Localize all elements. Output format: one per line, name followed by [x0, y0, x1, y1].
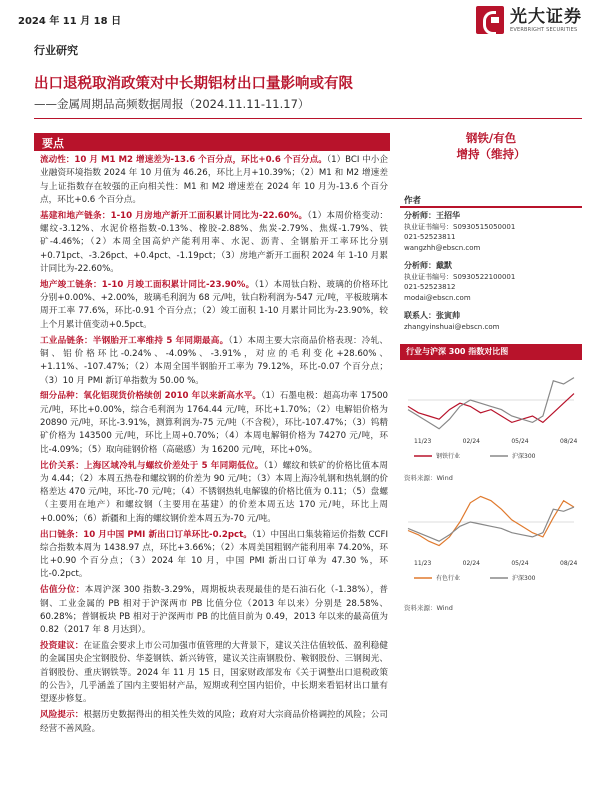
key-point-4	[40, 390, 388, 456]
x-tick-label: 02/24	[462, 438, 480, 445]
chart-source-2: 资料来源：Wind	[404, 604, 453, 612]
key-point-text: （1）本周主要大宗商品价格表现：冷轧、铜、铝价格环比-0.24%、-4.09%、-3.91%，对应的毛利变化+28.60%、+1.11%、-107.47%；（2）本周全国半钢胎开工率为 79.12%，环比-0.07 个百分点；（3）10 月 PMI 新订单指数为 50.00 %。	[40, 335, 388, 386]
author-email[interactable]: wangzhh@ebscn.com	[404, 243, 481, 252]
key-point-text: 本周沪深 300 指数-3.29%，周期板块表现最佳的是石油石化（-1.38%），普钢、工业金属的 PB 相对于沪深两市 PB 比值分位（2013 年以来）分别是 28.58%、60.28%；普钢板块 PB 相对于沪深两市 PB 的比值目前为 0.49，2013 年以来的最高值为 0.82（2017 年 8 月达到）。	[40, 585, 388, 636]
contact-email[interactable]: zhangyinshuai@ebscn.com	[404, 322, 500, 331]
author-entry	[404, 211, 582, 253]
key-point-heading: 风险提示：	[40, 710, 84, 721]
authors-header: 作者	[400, 194, 582, 208]
key-point-8	[40, 640, 388, 706]
x-tick-label: 05/24	[511, 560, 529, 567]
x-tick-label: 08/24	[560, 560, 578, 567]
x-tick-label: 02/24	[462, 560, 480, 567]
series-line-1	[408, 507, 574, 541]
sector-label: 钢铁/有色	[465, 131, 517, 145]
key-point-3	[40, 335, 388, 388]
key-point-text: 在证监会要求上市公司加强市值管理的大背景下，建议关注估值较低、盈利稳健的金属国央企宝钢股份、华菱钢铁、新兴铸管，建议关注南钢股份、鞍钢股份、三钢闽光、首钢股份、重庆钢铁等。2024 年 11 月 15 日，国家财政部发布《关于调整出口退税政策的公告》，几乎涵盖了国内主要铝材产品，短期或利空国内铝价，中长期来看铝材出口量有望逐步修复。	[40, 641, 388, 705]
key-point-text: 根据历史数据得出的相关性失效的风险；政府对大宗商品价格调控的风险；公司经营不善风险。	[40, 710, 388, 734]
key-point-text: （1）本周价格变动：螺纹-3.12%、水泥价格指数-0.13%、橡胶-2.88%、焦炭-2.79%、焦煤-1.79%、铁矿-4.46%；（2）本周全国高炉产能利用率、水泥、沥青、全钢胎开工率环比分别+0.71pct、-3.26pct、+0.4pct、-1.19pct；（3）房地产新开工面积 2024 年 1-10 月累计同比为-22.60%。	[40, 210, 388, 274]
x-tick-label: 11/23	[414, 438, 432, 445]
author-email[interactable]: modai@ebscn.com	[404, 293, 471, 302]
author-license: 执业证书编号：S0930522100001	[404, 272, 516, 281]
author-phone: 021-52523812	[404, 283, 456, 291]
company-logo	[476, 6, 582, 34]
logo-mark-icon	[476, 6, 504, 34]
key-point-heading: 估值分位：	[40, 585, 85, 596]
chart-panel-nonferrous	[400, 482, 582, 602]
key-points-header: 要点	[34, 133, 390, 151]
key-point-heading: 比价关系：上海区域冷轧与螺纹价差处于 5 年同期低位。	[40, 460, 264, 471]
legend-label: 沪深300	[512, 575, 536, 582]
authors-list	[400, 211, 582, 303]
rating-label: 增持（维持）	[456, 147, 526, 161]
key-point-1	[40, 210, 388, 276]
key-point-6	[40, 529, 388, 582]
series-line-1	[408, 378, 574, 429]
contact-name: 联系人：张寅帅	[404, 311, 460, 320]
key-point-text: （1）本周钛白粉、玻璃的价格环比分别+0.00%、+2.00%，玻璃毛利润为 68 元/吨，钛白粉利润为-547 元/吨，平板玻璃本周开工率 77.6%，环比-0.91 个百分点；（2）竣工面积 1-10 月累计同比为-23.90%，较上个月累计值变动+0.5pct。	[40, 279, 388, 330]
chart-title: 行业与沪深 300 指数对比图	[400, 344, 582, 360]
legend-label: 有色行业	[436, 575, 461, 582]
chart-panel-steel	[400, 360, 582, 472]
key-point-2	[40, 279, 388, 332]
author-name: 分析师：王招华	[404, 211, 460, 220]
key-point-5	[40, 460, 388, 526]
legend-label: 沪深300	[512, 453, 536, 460]
key-point-heading: 工业品链条：半钢胎开工率维持 5 年同期最高。	[40, 335, 229, 346]
report-date: 2024 年 11 月 18 日	[18, 16, 122, 27]
sidebar	[400, 130, 582, 612]
logo-text-cn: 光大证券	[510, 6, 582, 27]
key-point-heading: 投资建议：	[40, 641, 84, 652]
author-entry	[404, 261, 582, 303]
key-point-heading: 地产竣工链条：1-10 月竣工面积累计同比-23.90%。	[40, 279, 255, 290]
report-title: 出口退税取消政策对中长期铝材出口量影响或有限	[34, 76, 353, 92]
author-license: 执业证书编号：S0930515050001	[404, 222, 516, 231]
report-category: 行业研究	[34, 44, 78, 57]
key-point-text: （1）中国出口集装箱运价指数 CCFI 综合指数本周为 1438.97 点，环比+3.66%；（2）本周美国粗钢产能利用率 74.20%，环比+0.90 个百分点；（3）2024 年 10 月，中国 PMI 新出口订单为 47.30 %，环比-0.2pct。	[40, 529, 388, 580]
key-point-text: （1）螺纹和铁矿的价格比值本周为 4.44；（2）本周五热卷和螺纹钢的价差为 90 元/吨；（3）本周上海冷轧钢和热轧钢的价格差达 470 元/吨，环比-70 元/吨；（4）不锈钢热轧电解镍的价格比值为 0.11；（5）盘螺（主要用在地产）和螺纹钢（主要用在基建）的价差本周五达 170 元/吨，环比上周+0.00%；（6）新疆和上海的螺纹钢价差本周五为-70 元/吨。	[40, 460, 388, 524]
title-divider	[34, 118, 582, 119]
x-tick-label: 08/24	[560, 438, 578, 445]
author-phone: 021-52523811	[404, 233, 456, 241]
key-point-text: （1）石墨电极：超高功率 17500 元/吨，环比+0.00%，综合毛利润为 1764.44 元/吨，环比+1.70%；（2）电解铝价格为 20890 元/吨，环比-3.91%，测算利润为-75 元/吨（不含税），环比-107.47%；（3）钨精矿价格为 143500 元/吨，环比上周+0.70%；（4）本周电解铜价格为 74270 元/吨，环比-4.09%；（5）取向硅钢价格（高磁感）为 16200 元/吨，环比+0%。	[40, 391, 388, 455]
legend-label: 钢铁行业	[436, 453, 461, 460]
x-tick-label: 05/24	[511, 438, 529, 445]
series-line-0	[408, 394, 574, 423]
logo-text-en: EVERBRIGHT SECURITIES	[510, 26, 578, 33]
report-subtitle: ——金属周期品高频数据周报（2024.11.11-11.17）	[34, 97, 310, 111]
key-point-text: （1）BCI 中小企业融资环境指数 2024 年 10 月值为 46.26，环比上月+10.39%；（2）M1 和 M2 增速差与上证指数存在较强的正向相关性：M1 和 M2 增速差在 2024 年 10 月为-13.6 个百分点，环比+0.6 个百分点。	[40, 155, 388, 205]
key-points-body	[40, 154, 388, 738]
author-name: 分析师：戴默	[404, 261, 452, 270]
key-point-0	[40, 154, 388, 207]
key-point-7	[40, 584, 388, 637]
key-point-heading: 基建和地产链条：1-10 月房地产新开工面积累计同比为-22.60%。	[40, 210, 308, 221]
x-tick-label: 11/23	[414, 560, 432, 567]
key-point-9	[40, 709, 388, 736]
chart-source: 资料来源：Wind	[404, 474, 453, 482]
key-point-heading: 出口链条：10 月中国 PMI 新出口订单环比-0.2pct。	[40, 529, 252, 540]
comparison-chart	[400, 344, 582, 612]
key-point-heading: 流动性：10 月 M1 M2 增速差为-13.6 个百分点，环比+0.6 个百分点。	[40, 155, 327, 165]
key-point-heading: 细分品种：氧化铝现货价格续创 2010 年以来新高水平。	[40, 391, 262, 402]
